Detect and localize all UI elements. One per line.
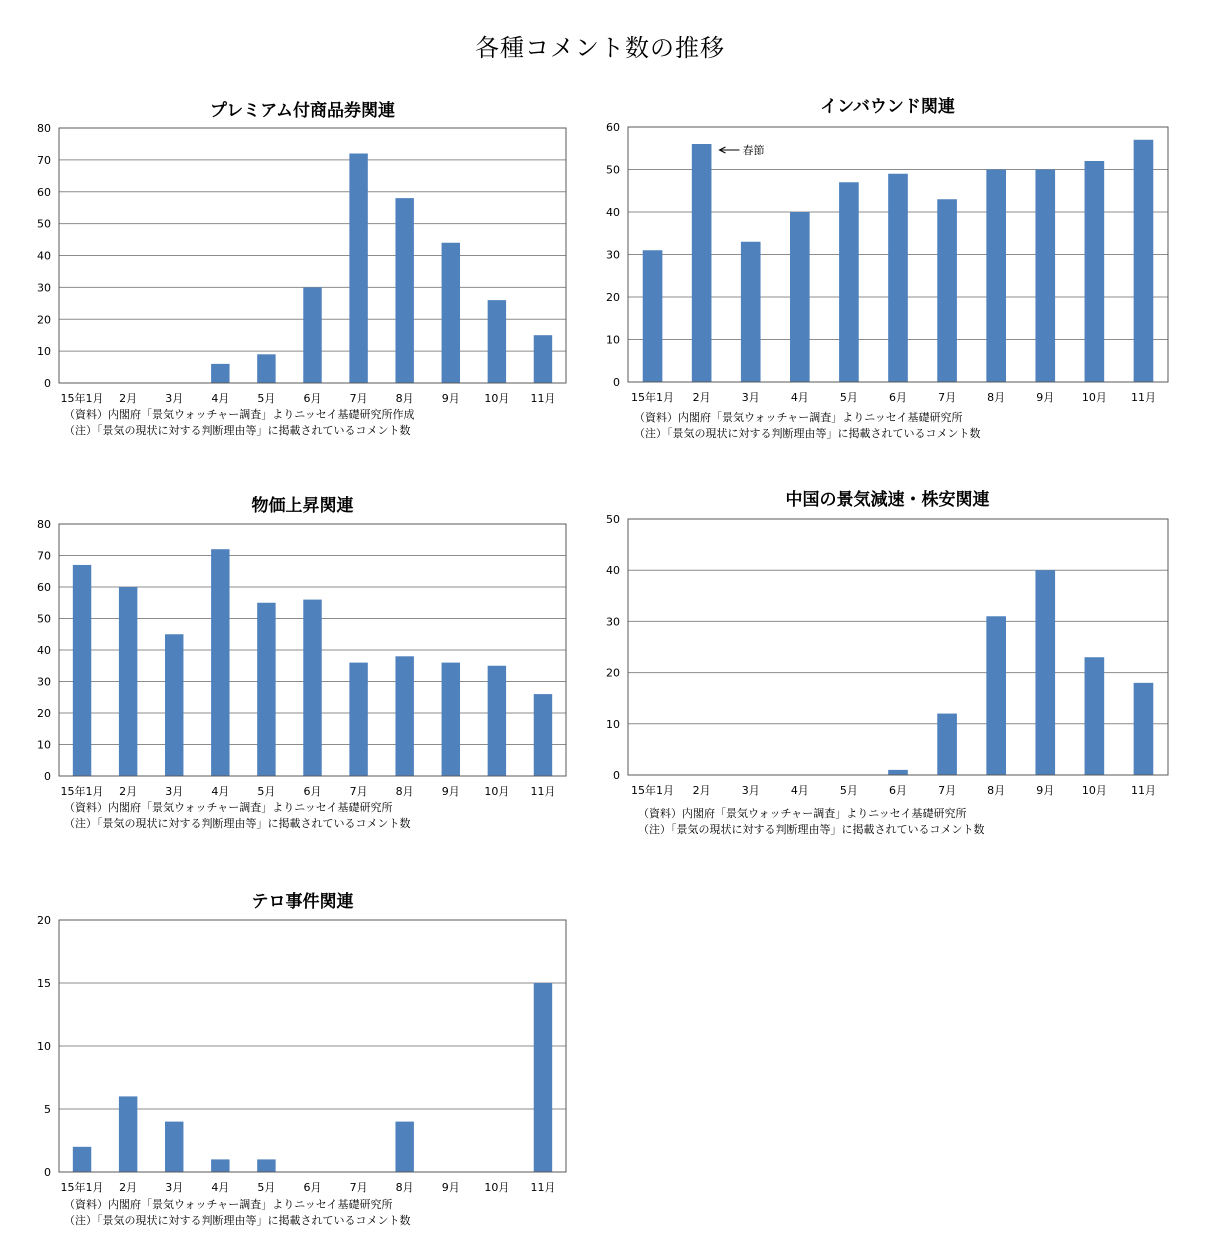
chart-svg [30,513,575,813]
chart-panel-premium-voucher [30,94,575,444]
bar [442,663,460,776]
x-tick-label: 4月 [790,784,809,797]
bar [937,199,957,382]
y-tick-label: 20 [37,707,51,720]
footnote: （注）「景気の現状に対する判断理由等」に掲載されているコメント数 [634,427,981,440]
y-tick-label: 80 [37,518,51,531]
bar [395,656,413,776]
bar [488,300,506,383]
bar [986,170,1006,383]
bar [1134,140,1154,382]
y-tick-label: 40 [606,206,620,219]
x-tick-label: 4月 [790,391,809,404]
y-tick-label: 20 [606,666,620,680]
y-tick-label: 5 [44,1103,51,1116]
bar [488,666,506,776]
x-tick-label: 10月 [484,1181,510,1194]
y-tick-label: 60 [37,581,51,594]
y-tick-label: 10 [37,738,51,752]
x-tick-label: 10月 [484,392,510,405]
page-title: 各種コメント数の推移 [475,34,725,62]
x-tick-label: 15年1月 [631,391,675,404]
bar [1134,683,1154,775]
x-tick-label: 8月 [987,391,1006,404]
x-tick-label: 10月 [1081,391,1107,404]
chart-notes [638,806,985,838]
bar [643,250,663,382]
y-tick-label: 0 [613,376,620,389]
bar [888,770,908,775]
y-tick-label: 50 [606,163,620,177]
x-tick-label: 4月 [211,392,230,405]
bar [257,603,275,776]
bar [692,144,712,382]
chart-panel-price-rise [30,489,575,839]
chart-notes [634,410,981,442]
x-tick-label: 7月 [938,391,957,404]
x-tick-label: 8月 [395,1181,414,1194]
bar [119,587,137,776]
x-tick-label: 6月 [303,392,322,405]
x-tick-label: 2月 [119,392,138,405]
y-tick-label: 10 [606,717,620,731]
bar [1035,170,1055,383]
y-tick-label: 30 [606,615,620,629]
x-tick-label: 4月 [211,1181,230,1194]
chart-title: 中国の景気減速・株安関連 [785,490,990,510]
x-tick-label: 9月 [1036,784,1055,797]
x-tick-label: 6月 [889,391,907,404]
x-tick-label: 15年1月 [60,392,104,405]
source-note: （資料）内閣府「景気ウォッチャー調査」よりニッセイ基礎研究所 [64,801,393,814]
chart-panel-inbound [600,92,1175,442]
x-tick-label: 3月 [741,784,760,797]
footnote: （注）「景気の現状に対する判断理由等」に掲載されているコメント数 [64,817,411,830]
chart-title: インバウンド関連 [820,97,955,117]
bar [211,1159,229,1172]
x-tick-label: 8月 [395,785,414,798]
footnote: （注）「景気の現状に対する判断理由等」に掲載されているコメント数 [64,1214,411,1227]
y-tick-label: 80 [37,122,51,135]
bar [790,212,810,382]
x-tick-label: 10月 [1081,784,1107,797]
chart-title: テロ事件関連 [251,892,354,912]
chart-notes [64,800,411,832]
chart-svg [30,909,575,1209]
y-tick-label: 15 [37,977,51,990]
bar [73,1147,91,1172]
bar [303,287,321,383]
y-tick-label: 10 [37,345,51,359]
x-tick-label: 3月 [741,391,760,404]
y-tick-label: 70 [37,153,51,167]
x-tick-label: 11月 [1130,784,1156,797]
bar [119,1096,137,1172]
chart-panel-terror [30,885,575,1235]
x-tick-label: 11月 [530,785,556,798]
y-tick-label: 0 [44,377,51,390]
bar [349,663,367,776]
x-tick-label: 5月 [839,391,858,404]
bar [937,714,957,775]
x-tick-label: 3月 [165,785,184,798]
x-tick-label: 2月 [692,784,711,797]
y-tick-label: 20 [37,914,51,927]
y-tick-label: 0 [44,1166,51,1179]
x-tick-label: 6月 [303,785,322,798]
bar [1085,161,1105,382]
annotation-label: 春節 [742,144,765,157]
chart-svg [600,509,1175,809]
x-tick-label: 7月 [349,1181,368,1194]
x-tick-label: 15年1月 [60,785,104,798]
chart-svg [600,116,1175,416]
bar [395,198,413,383]
bar [1085,657,1105,775]
y-tick-label: 20 [37,313,51,327]
bar [165,634,183,776]
bar [165,1122,183,1172]
y-tick-label: 50 [606,513,620,526]
y-tick-label: 60 [37,185,51,199]
y-tick-label: 30 [606,248,620,262]
x-tick-label: 11月 [1130,391,1156,404]
y-tick-label: 40 [37,249,51,263]
source-note: （資料）内閣府「景気ウォッチャー調査」よりニッセイ基礎研究所 [638,807,967,820]
x-tick-label: 8月 [987,784,1006,797]
y-tick-label: 60 [606,121,620,134]
bar [534,694,552,776]
x-tick-label: 7月 [938,784,957,797]
bar [986,616,1006,775]
y-tick-label: 30 [37,675,51,689]
x-tick-label: 2月 [119,785,138,798]
chart-title: 物価上昇関連 [251,496,354,516]
source-note: （資料）内閣府「景気ウォッチャー調査」よりニッセイ基礎研究所 [634,411,963,424]
x-tick-label: 5月 [257,392,276,405]
bar [442,243,460,383]
x-tick-label: 3月 [165,392,184,405]
x-tick-label: 5月 [839,784,858,797]
y-tick-label: 40 [606,564,620,578]
bar [888,174,908,382]
x-tick-label: 4月 [211,785,230,798]
bar [211,549,229,776]
x-tick-label: 5月 [257,785,276,798]
y-tick-label: 50 [37,612,51,626]
bar [73,565,91,776]
bar [839,182,859,382]
bar [395,1122,413,1172]
bar [534,335,552,383]
bar [257,1159,275,1172]
x-tick-label: 11月 [530,392,556,405]
x-tick-label: 7月 [349,785,368,798]
x-tick-label: 2月 [692,391,711,404]
y-tick-label: 30 [37,281,51,295]
bar [211,364,229,383]
y-tick-label: 10 [606,333,620,347]
x-tick-label: 6月 [889,784,907,797]
x-tick-label: 6月 [303,1181,322,1194]
chart-svg [30,118,575,418]
x-tick-label: 15年1月 [631,784,675,797]
bar [534,983,552,1172]
chart-panel-china-slowdown [600,485,1175,840]
x-tick-label: 9月 [441,785,460,798]
bar [257,354,275,383]
x-tick-label: 15年1月 [60,1181,104,1194]
y-tick-label: 20 [606,291,620,304]
x-tick-label: 9月 [441,1181,460,1194]
x-tick-label: 8月 [395,392,414,405]
y-tick-label: 70 [37,549,51,563]
bar [1035,570,1055,775]
x-tick-label: 5月 [257,1181,276,1194]
x-tick-label: 7月 [349,392,368,405]
source-note: （資料）内閣府「景気ウォッチャー調査」よりニッセイ基礎研究所作成 [64,408,415,421]
y-tick-label: 50 [37,217,51,231]
footnote: （注）「景気の現状に対する判断理由等」に掲載されているコメント数 [64,424,411,437]
chart-notes [64,407,414,439]
footnote: （注）「景気の現状に対する判断理由等」に掲載されているコメント数 [638,823,985,836]
x-tick-label: 11月 [530,1181,556,1194]
y-tick-label: 40 [37,644,51,657]
y-tick-label: 0 [613,769,620,782]
chart-notes [64,1197,411,1229]
x-tick-label: 9月 [1036,391,1055,404]
y-tick-label: 10 [37,1040,51,1053]
x-tick-label: 10月 [484,785,510,798]
source-note: （資料）内閣府「景気ウォッチャー調査」よりニッセイ基礎研究所 [64,1198,393,1211]
x-tick-label: 2月 [119,1181,138,1194]
bar [741,242,761,382]
bar [303,600,321,776]
bar [349,154,367,384]
x-tick-label: 9月 [441,392,460,405]
x-tick-label: 3月 [165,1181,184,1194]
chart-title: プレミアム付商品券関連 [209,101,396,121]
y-tick-label: 0 [44,770,51,783]
